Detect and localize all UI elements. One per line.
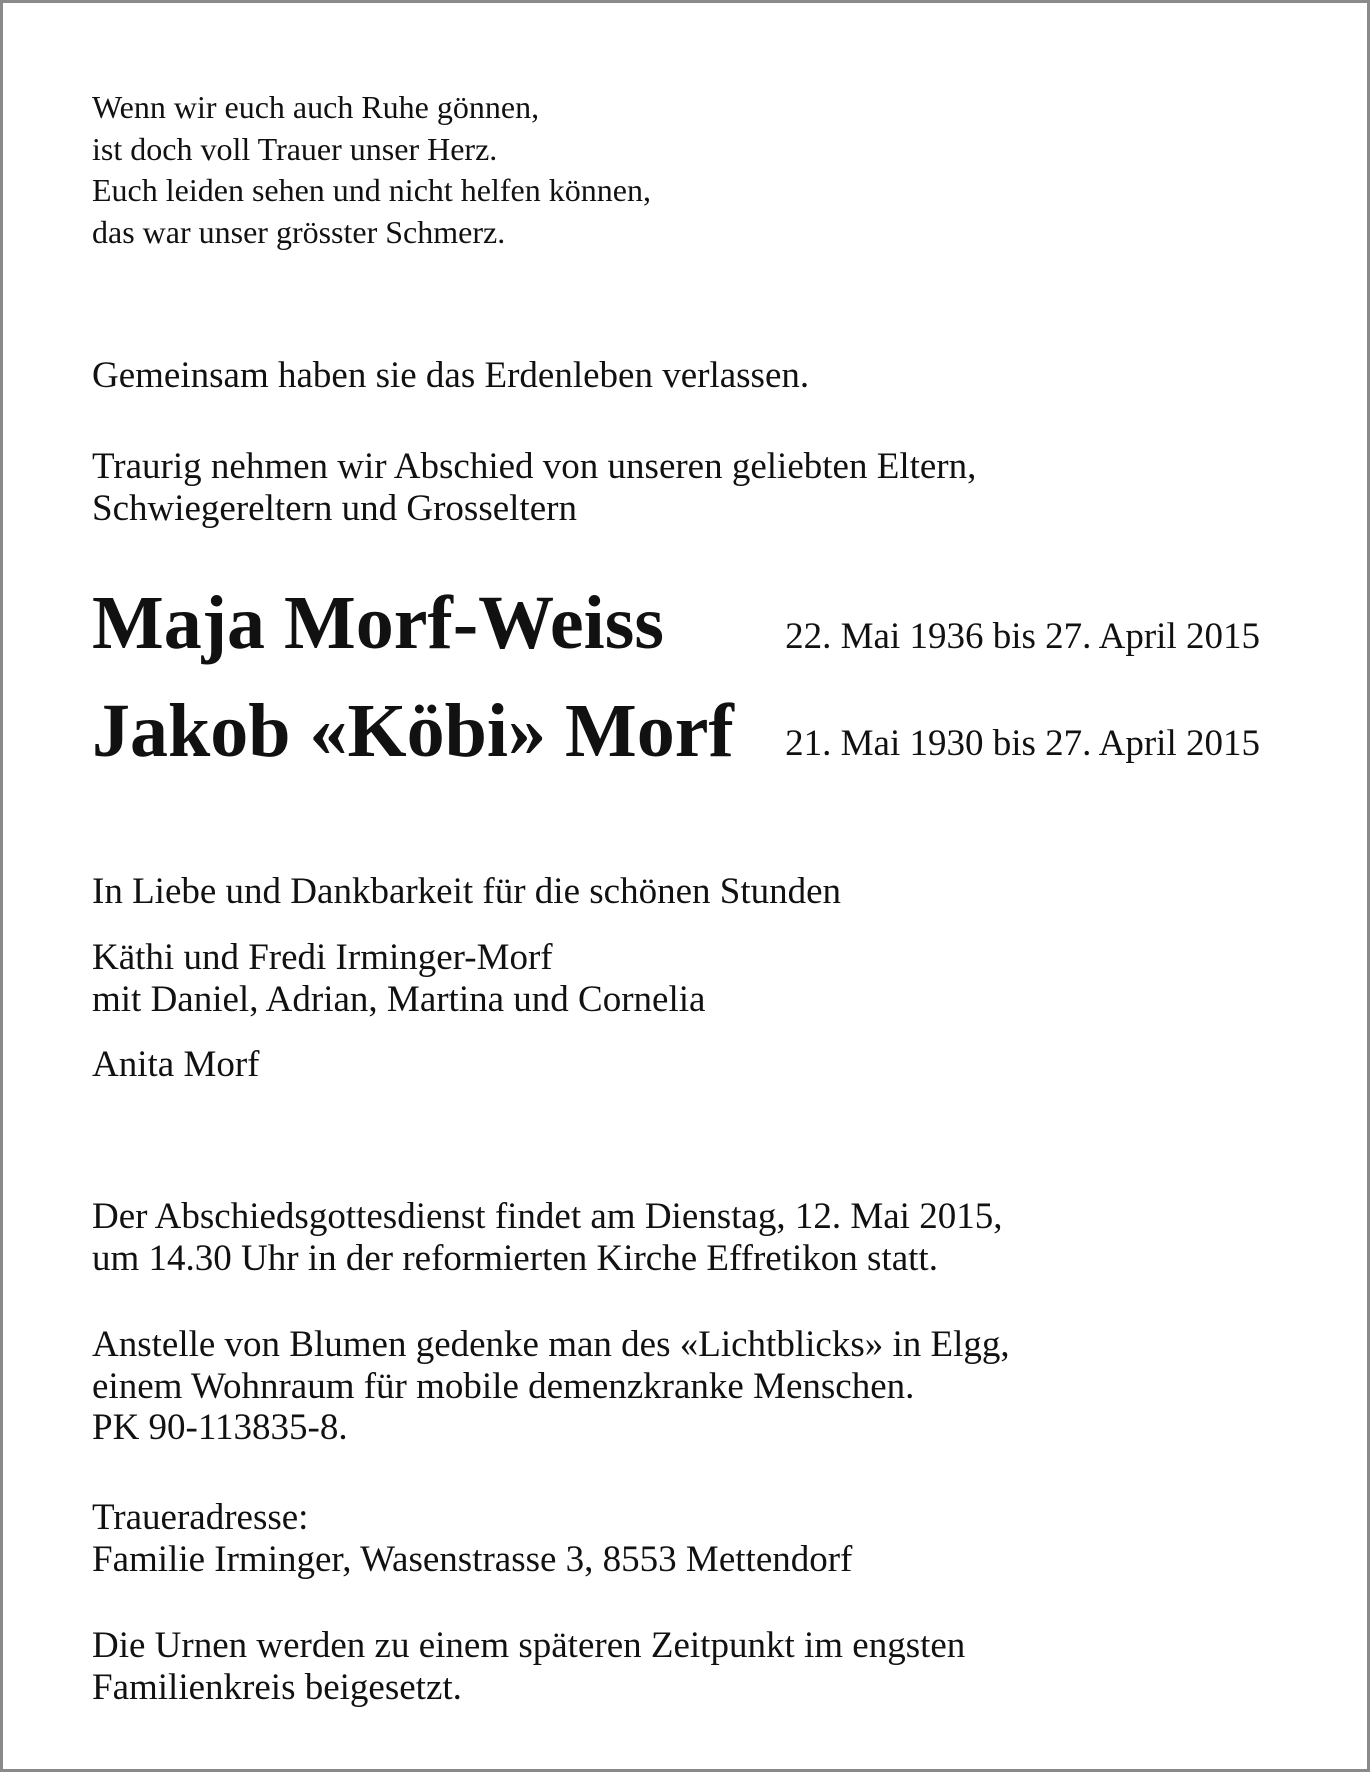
mourner-anita: Anita Morf <box>92 1044 260 1085</box>
mourner-line: Käthi und Fredi Irminger-Morf <box>92 937 553 978</box>
mourners-family-irminger <box>92 937 705 1020</box>
deceased-name-maja: Maja Morf-Weiss <box>92 581 664 665</box>
burial-info <box>92 1625 965 1708</box>
memorial-poem <box>92 87 651 253</box>
burial-line: Familienkreis beigesetzt. <box>92 1666 462 1708</box>
gratitude-line: In Liebe und Dankbarkeit für die schönen Stunden <box>92 871 842 912</box>
deceased-dates-maja: 22. Mai 1936 bis 27. April 2015 <box>785 616 1260 657</box>
poem-line: ist doch voll Trauer unser Herz. <box>92 130 498 167</box>
poem-line: das war unser grösster Schmerz. <box>92 213 506 250</box>
address-label: Traueradresse: <box>92 1497 309 1538</box>
mourner-line: mit Daniel, Adrian, Martina und Cornelia <box>92 978 706 1020</box>
farewell-line: Traurig nehmen wir Abschied von unseren geliebten Eltern, <box>92 446 977 487</box>
service-line: um 14.30 Uhr in der reformierten Kirche Effretikon statt. <box>92 1237 938 1279</box>
donation-info <box>92 1324 1010 1449</box>
donation-line: Anstelle von Blumen gedenke man des «Lichtblicks» in Elgg, <box>92 1324 1010 1365</box>
poem-line: Euch leiden sehen und nicht helfen können, <box>92 172 651 208</box>
deceased-name-jakob: Jakob «Köbi» Morf <box>92 689 734 773</box>
service-line: Der Abschiedsgottesdienst findet am Dienstag, 12. Mai 2015, <box>92 1196 1003 1237</box>
farewell-statement <box>92 446 976 529</box>
deceased-dates-jakob: 21. Mai 1930 bis 27. April 2015 <box>785 723 1260 764</box>
service-info <box>92 1196 1002 1279</box>
address-line: Familie Irminger, Wasenstrasse 3, 8553 Mettendorf <box>92 1538 853 1580</box>
donation-account: PK 90-113835-8. <box>92 1407 348 1448</box>
donation-line: einem Wohnraum für mobile demenzkranke Menschen. <box>92 1365 915 1407</box>
together-statement: Gemeinsam haben sie das Erdenleben verlassen. <box>92 355 810 396</box>
poem-line: Wenn wir euch auch Ruhe gönnen, <box>92 89 540 125</box>
mourning-address <box>92 1497 852 1580</box>
farewell-line: Schwiegereltern und Grosseltern <box>92 487 577 529</box>
burial-line: Die Urnen werden zu einem späteren Zeitpunkt im engsten <box>92 1625 966 1666</box>
